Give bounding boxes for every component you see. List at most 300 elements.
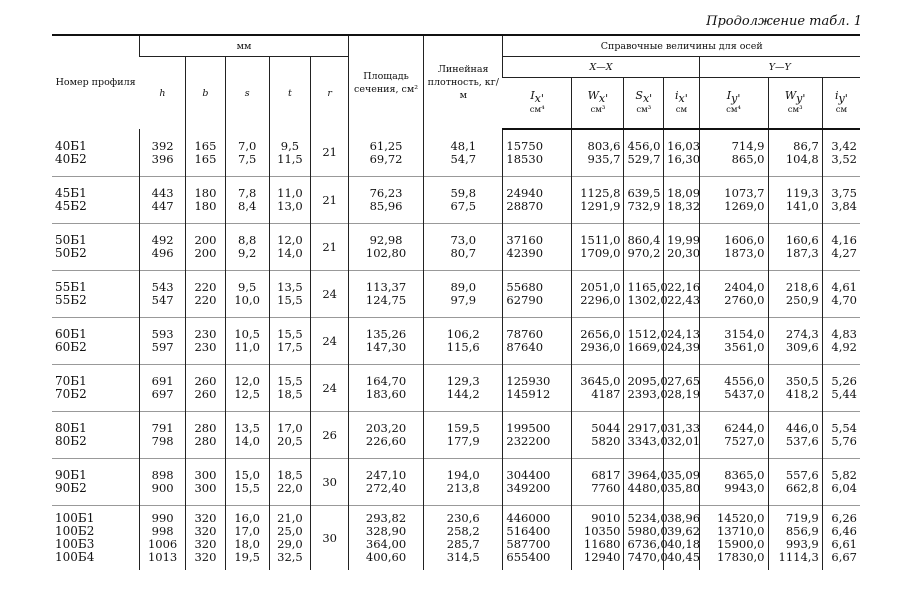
value-b: 300	[194, 468, 217, 482]
value-area: 69,72	[369, 151, 403, 166]
value-sx: 2393,0	[627, 387, 668, 401]
value-sx: 1302,0	[627, 293, 668, 307]
h-header: h	[159, 87, 166, 99]
cell-area	[348, 412, 423, 459]
value-sx: 7470,0	[627, 550, 668, 564]
value-b: 320	[194, 524, 217, 538]
value-iy2: 5,76	[831, 434, 857, 448]
value-area: 328,90	[365, 524, 407, 538]
value-s: 15,5	[234, 481, 260, 495]
linear-density-header: Линейная плотность, кг/м	[424, 35, 503, 129]
value-r: 30	[322, 474, 337, 489]
cell-name	[52, 365, 140, 412]
value-t: 17,5	[277, 340, 303, 354]
value-t: 25,0	[277, 524, 303, 538]
value-lin: 177,9	[446, 434, 480, 448]
value-lin: 106,2	[446, 327, 480, 341]
value-lin: 97,9	[450, 293, 477, 307]
value-iy2: 5,26	[831, 374, 857, 388]
value-iy: 1873,0	[724, 246, 765, 260]
table-body	[52, 129, 860, 570]
value-r: 26	[322, 427, 337, 442]
cell-h	[140, 129, 186, 177]
value-wy: 218,6	[785, 280, 819, 294]
value-lin: 144,2	[446, 387, 480, 401]
table-row	[52, 271, 860, 318]
cell-iy2	[822, 318, 860, 365]
value-t: 11,5	[277, 151, 303, 166]
value-wx: 2051,0	[580, 280, 621, 294]
cell-h	[140, 412, 186, 459]
cell-t	[269, 459, 311, 506]
cell-area	[348, 506, 423, 571]
value-lin: 73,0	[450, 233, 477, 247]
value-t: 13,0	[277, 199, 303, 213]
value-lin: 194,0	[446, 468, 480, 482]
value-area: 85,96	[369, 199, 403, 213]
value-name: 45Б2	[55, 199, 87, 213]
value-area: 364,00	[365, 537, 407, 551]
value-h: 496	[151, 246, 174, 260]
value-ix: 15750	[506, 139, 544, 153]
cell-ix	[503, 412, 572, 459]
cell-lin	[424, 506, 503, 571]
cell-t	[269, 129, 311, 177]
value-r: 21	[322, 192, 337, 207]
cell-h	[140, 177, 186, 224]
value-wx: 9010	[591, 511, 621, 525]
value-h: 492	[151, 233, 174, 247]
value-name: 55Б2	[55, 293, 87, 307]
cell-r	[311, 365, 349, 412]
cell-r	[311, 129, 349, 177]
value-iy: 1269,0	[724, 199, 765, 213]
cell-sx	[624, 177, 664, 224]
value-ix2: 35,80	[667, 481, 701, 495]
value-h: 990	[151, 511, 174, 525]
cell-wx	[572, 459, 624, 506]
value-wy: 104,8	[785, 152, 819, 166]
value-iy2: 4,92	[831, 340, 857, 354]
value-area: 147,30	[365, 340, 407, 354]
value-wx: 11680	[583, 537, 621, 551]
cell-iy2	[822, 365, 860, 412]
value-t: 15,5	[277, 293, 303, 307]
cell-name	[52, 224, 140, 271]
value-iy: 3561,0	[724, 340, 765, 354]
value-lin: 54,7	[450, 151, 477, 166]
cell-ix	[503, 318, 572, 365]
cell-area	[348, 271, 423, 318]
cell-lin	[424, 365, 503, 412]
value-area: 183,60	[365, 387, 407, 401]
value-s: 16,0	[234, 511, 260, 525]
cell-wy	[768, 365, 822, 412]
value-iy: 1606,0	[724, 233, 765, 247]
value-b: 230	[194, 327, 217, 341]
value-sx: 2917,0	[627, 421, 668, 435]
cell-b	[186, 412, 226, 459]
value-h: 791	[151, 421, 174, 435]
value-s: 14,0	[234, 434, 260, 448]
value-ix2: 24,13	[667, 327, 701, 341]
value-ix: 87640	[506, 340, 544, 354]
cell-wx	[572, 129, 624, 177]
value-wy: 250,9	[785, 293, 819, 307]
value-iy2: 3,42	[831, 139, 857, 153]
cell-ix	[503, 506, 572, 571]
value-ix2: 19,99	[667, 233, 701, 247]
cell-wx	[572, 506, 624, 571]
value-t: 18,5	[277, 387, 303, 401]
cell-ix2	[664, 271, 699, 318]
value-ix: 18530	[506, 152, 544, 166]
cell-b	[186, 177, 226, 224]
value-wy: 856,9	[785, 524, 819, 538]
value-area: 102,80	[365, 246, 407, 260]
value-iy: 2760,0	[724, 293, 765, 307]
value-ix2: 40,45	[667, 550, 701, 564]
value-iy: 714,9	[731, 139, 765, 153]
yy-axis-header: Y—Y	[699, 57, 860, 78]
value-s: 9,2	[238, 246, 257, 260]
cell-r	[311, 506, 349, 571]
table-row	[52, 459, 860, 506]
value-b: 320	[194, 550, 217, 564]
value-wy: 537,6	[785, 434, 819, 448]
value-h: 447	[151, 199, 174, 213]
value-ix2: 28,19	[667, 387, 701, 401]
table-row	[52, 506, 860, 571]
cell-s	[225, 412, 269, 459]
cell-ix2	[664, 224, 699, 271]
value-b: 320	[194, 537, 217, 551]
value-s: 8,8	[238, 233, 257, 247]
value-ix: 232200	[506, 434, 551, 448]
cell-t	[269, 224, 311, 271]
value-t: 17,0	[277, 421, 303, 435]
value-lin: 230,6	[446, 511, 480, 525]
ix-header: $I_{x'}$ см⁴	[503, 78, 572, 130]
value-name: 40Б1	[55, 138, 87, 153]
value-name: 100Б4	[55, 550, 95, 564]
cell-iy2	[822, 506, 860, 571]
table-row	[52, 224, 860, 271]
cell-wx	[572, 365, 624, 412]
value-wx: 803,6	[587, 139, 621, 153]
value-h: 1013	[147, 550, 178, 564]
value-name: 50Б2	[55, 246, 87, 260]
value-area: 164,70	[365, 374, 407, 388]
value-wx: 5820	[591, 434, 621, 448]
cell-r	[311, 177, 349, 224]
value-iy2: 5,82	[831, 468, 857, 482]
cell-r	[311, 318, 349, 365]
table-row	[52, 177, 860, 224]
cell-area	[348, 318, 423, 365]
cell-t	[269, 412, 311, 459]
cell-lin	[424, 177, 503, 224]
value-ix2: 22,43	[667, 293, 701, 307]
value-b: 230	[194, 340, 217, 354]
value-wy: 446,0	[785, 421, 819, 435]
value-sx: 732,9	[627, 199, 661, 213]
value-wx: 3645,0	[580, 374, 621, 388]
cell-wy	[768, 129, 822, 177]
cell-wy	[768, 318, 822, 365]
value-lin: 48,1	[450, 138, 477, 153]
value-h: 543	[151, 280, 174, 294]
cell-ix2	[664, 177, 699, 224]
value-iy2: 6,46	[831, 524, 857, 538]
value-ix2: 35,09	[667, 468, 701, 482]
value-sx: 456,0	[627, 139, 661, 153]
value-area: 400,60	[365, 550, 407, 564]
value-h: 392	[151, 138, 174, 153]
cell-iy	[699, 318, 768, 365]
value-wx: 10350	[583, 524, 621, 538]
value-ix: 145912	[506, 387, 551, 401]
value-lin: 258,2	[446, 524, 480, 538]
value-t: 21,0	[277, 511, 303, 525]
value-h: 1006	[147, 537, 178, 551]
value-name: 70Б1	[55, 374, 87, 388]
value-b: 320	[194, 511, 217, 525]
cell-wx	[572, 412, 624, 459]
cell-area	[348, 459, 423, 506]
value-wy: 1114,3	[778, 550, 819, 564]
value-r: 24	[322, 333, 337, 348]
table-caption: Продолжение табл. 1	[706, 14, 862, 29]
value-t: 20,5	[277, 434, 303, 448]
cell-wx	[572, 271, 624, 318]
cell-wx	[572, 224, 624, 271]
value-name: 90Б1	[55, 468, 87, 482]
value-h: 691	[151, 374, 174, 388]
value-h: 900	[151, 481, 174, 495]
value-area: 293,82	[365, 511, 407, 525]
cell-wy	[768, 224, 822, 271]
cell-s	[225, 365, 269, 412]
cell-lin	[424, 459, 503, 506]
cell-ix2	[664, 412, 699, 459]
wy-header: $W_{y'}$ см³	[768, 78, 822, 130]
value-b: 300	[194, 481, 217, 495]
table-row	[52, 129, 860, 177]
value-ix: 199500	[506, 421, 551, 435]
value-wx: 2936,0	[580, 340, 621, 354]
value-sx: 639,5	[627, 186, 661, 200]
value-wx: 1125,8	[580, 186, 621, 200]
value-t: 22,0	[277, 481, 303, 495]
value-wy: 418,2	[785, 387, 819, 401]
cell-iy	[699, 177, 768, 224]
t-header: t	[269, 57, 311, 130]
value-b: 200	[194, 246, 217, 260]
value-ix2: 31,33	[667, 421, 701, 435]
value-sx: 529,7	[627, 152, 661, 166]
reference-values-header: Справочные величины для осей	[503, 35, 860, 57]
cell-name	[52, 271, 140, 318]
value-wx: 7760	[591, 481, 621, 495]
value-t: 18,5	[277, 468, 303, 482]
value-iy: 865,0	[731, 152, 765, 166]
value-ix2: 38,96	[667, 511, 701, 525]
cell-wx	[572, 177, 624, 224]
value-b: 260	[194, 374, 217, 388]
value-lin: 285,7	[446, 537, 480, 551]
value-wx: 2656,0	[580, 327, 621, 341]
value-ix2: 18,09	[667, 186, 701, 200]
value-lin: 314,5	[446, 550, 480, 564]
value-t: 11,0	[277, 186, 303, 200]
cell-ix	[503, 271, 572, 318]
value-name: 60Б1	[55, 327, 87, 341]
value-wx: 1709,0	[580, 246, 621, 260]
value-iy: 7527,0	[724, 434, 765, 448]
value-wx: 1511,0	[580, 233, 621, 247]
cell-b	[186, 129, 226, 177]
table-row	[52, 365, 860, 412]
value-area: 76,23	[369, 186, 403, 200]
value-ix2: 39,62	[667, 524, 701, 538]
value-wy: 86,7	[793, 139, 819, 153]
value-ix2: 40,18	[667, 537, 701, 551]
cell-sx	[624, 459, 668, 506]
value-area: 272,40	[365, 481, 407, 495]
value-h: 898	[151, 468, 174, 482]
cell-ix	[503, 129, 572, 177]
value-wx: 935,7	[587, 152, 621, 166]
value-b: 165	[194, 151, 217, 166]
value-area: 203,20	[365, 421, 407, 435]
value-s: 9,5	[238, 280, 257, 294]
value-iy: 6244,0	[724, 421, 765, 435]
cell-s	[225, 129, 269, 177]
iy-header: $I_{y'}$ см⁴	[699, 78, 768, 130]
value-sx: 5234,0	[627, 511, 668, 525]
value-ix2: 18,32	[667, 199, 701, 213]
value-h: 396	[151, 151, 174, 166]
cell-iy2	[822, 459, 860, 506]
value-area: 61,25	[369, 138, 403, 153]
cell-sx	[624, 271, 668, 318]
cell-wy	[768, 412, 822, 459]
value-iy2: 6,61	[831, 537, 857, 551]
value-ix: 516400	[506, 524, 551, 538]
value-iy: 3154,0	[724, 327, 765, 341]
mm-group-header: мм	[140, 35, 349, 57]
cell-s	[225, 224, 269, 271]
cell-h	[140, 459, 186, 506]
cell-sx	[624, 365, 668, 412]
value-ix: 42390	[506, 246, 544, 260]
value-ix: 655400	[506, 550, 551, 564]
value-iy: 14520,0	[716, 511, 765, 525]
cell-h	[140, 318, 186, 365]
value-s: 8,4	[238, 199, 257, 213]
value-iy: 9943,0	[724, 481, 765, 495]
value-b: 180	[194, 186, 217, 200]
value-s: 17,0	[234, 524, 260, 538]
cell-wx	[572, 318, 624, 365]
value-name: 40Б2	[55, 151, 87, 166]
table-row	[52, 412, 860, 459]
cell-h	[140, 224, 186, 271]
value-sx: 4480,0	[627, 481, 668, 495]
value-s: 10,0	[234, 293, 260, 307]
value-iy: 2404,0	[724, 280, 765, 294]
cell-r	[311, 459, 349, 506]
value-lin: 67,5	[450, 199, 477, 213]
cell-h	[140, 271, 186, 318]
cell-wy	[768, 459, 822, 506]
value-r: 24	[322, 380, 337, 395]
cell-iy2	[822, 412, 860, 459]
value-name: 60Б2	[55, 340, 87, 354]
cell-t	[269, 318, 311, 365]
value-t: 15,5	[277, 327, 303, 341]
value-ix: 446000	[506, 511, 551, 525]
cell-name	[52, 129, 140, 177]
profile-table	[52, 34, 860, 570]
cell-area	[348, 177, 423, 224]
value-lin: 80,7	[450, 246, 477, 260]
value-sx: 6736,0	[627, 537, 668, 551]
iy-radius-header: $i_{y'}$ см	[822, 78, 860, 130]
value-wy: 309,6	[785, 340, 819, 354]
value-s: 10,5	[234, 327, 260, 341]
cell-sx	[624, 506, 668, 571]
cell-t	[269, 177, 311, 224]
cell-h	[140, 365, 186, 412]
cell-s	[225, 177, 269, 224]
value-wx: 4187	[591, 387, 621, 401]
value-iy: 5437,0	[724, 387, 765, 401]
value-b: 280	[194, 434, 217, 448]
table-row	[52, 318, 860, 365]
cell-ix2	[664, 129, 699, 177]
value-iy2: 6,67	[831, 550, 857, 564]
cell-name	[52, 412, 140, 459]
value-ix2: 22,16	[667, 280, 701, 294]
value-area: 124,75	[365, 293, 407, 307]
s-header: s	[225, 57, 269, 130]
cell-lin	[424, 129, 503, 177]
cell-iy	[699, 506, 768, 571]
cell-lin	[424, 224, 503, 271]
value-t: 14,0	[277, 246, 303, 260]
profile-number-header: Номер профиля	[52, 35, 140, 129]
value-iy2: 4,61	[831, 280, 857, 294]
value-iy: 4556,0	[724, 374, 765, 388]
value-wx: 1291,9	[580, 199, 621, 213]
value-h: 697	[151, 387, 174, 401]
value-iy2: 5,54	[831, 421, 857, 435]
cell-s	[225, 459, 269, 506]
value-wy: 274,3	[785, 327, 819, 341]
value-ix: 304400	[506, 468, 551, 482]
cell-ix2	[664, 506, 699, 571]
value-iy2: 4,16	[831, 233, 857, 247]
value-name: 100Б3	[55, 537, 95, 551]
cell-s	[225, 271, 269, 318]
value-ix: 37160	[506, 233, 544, 247]
value-s: 11,0	[234, 340, 260, 354]
cell-ix2	[664, 459, 699, 506]
cell-ix	[503, 224, 572, 271]
cell-name	[52, 177, 140, 224]
